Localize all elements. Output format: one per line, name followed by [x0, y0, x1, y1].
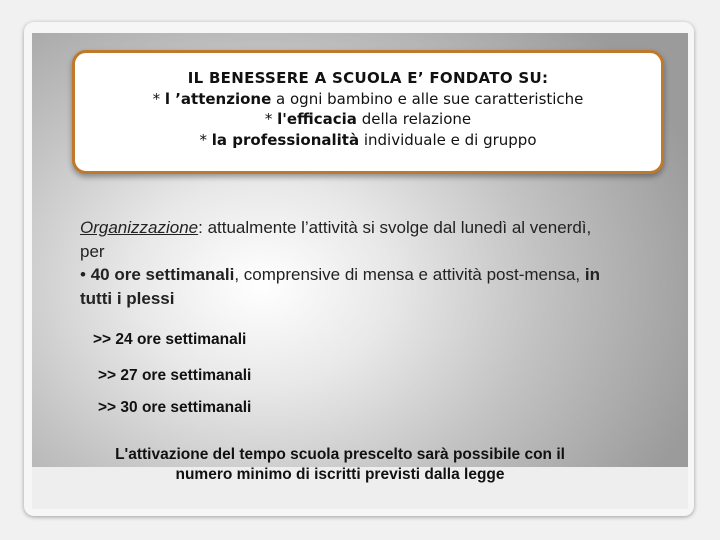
- organization-label: Organizzazione: [80, 218, 199, 237]
- callout-line-attention: [75, 89, 661, 110]
- bullet-bold-hours: 40 ore settimanali: [90, 265, 235, 284]
- organization-paragraph: [80, 216, 620, 263]
- activation-note-line1: L'attivazione del tempo scuola prescelto sarà possibile con il: [115, 446, 565, 463]
- organization-text: [80, 216, 620, 310]
- callout-line2-prefix: *: [264, 110, 278, 128]
- organization-rest: : attualmente l’attività si svolge dal lunedì al venerdì, per: [80, 218, 592, 261]
- bullet-prefix: •: [80, 265, 91, 284]
- hours-bullet: [80, 263, 620, 310]
- callout-line-professionalism: [75, 130, 661, 151]
- activation-note-line2: numero minimo di iscritti previsti dalla legge: [175, 466, 505, 483]
- bullet-rest: , comprensive di mensa e attività post-mensa,: [234, 265, 585, 284]
- option-27-hours: >> 27 ore settimanali: [98, 367, 252, 384]
- activation-note: [60, 445, 620, 485]
- bullet-bold-plessi: in tutti i plessi: [80, 265, 600, 308]
- callout-line1-rest: a ogni bambino e alle sue caratteristiche: [271, 89, 584, 108]
- callout-line2-rest: della relazione: [356, 110, 472, 128]
- callout-line3-rest: individuale e di gruppo: [359, 130, 537, 149]
- callout-line3-prefix: *: [199, 130, 212, 149]
- callout-line-efficacy: [75, 109, 661, 130]
- callout-title: IL BENESSERE A SCUOLA E’ FONDATO SU:: [187, 69, 549, 87]
- callout-line1-bold: l ’attenzione: [164, 89, 272, 108]
- callout-line1-prefix: *: [152, 89, 165, 108]
- callout-line3-bold: la professionalità: [211, 130, 360, 149]
- option-24-hours: >> 24 ore settimanali: [93, 331, 247, 348]
- option-30-hours: >> 30 ore settimanali: [98, 399, 252, 416]
- callout-line2-bold: l'efficacia: [277, 110, 357, 128]
- principles-callout: [72, 50, 664, 174]
